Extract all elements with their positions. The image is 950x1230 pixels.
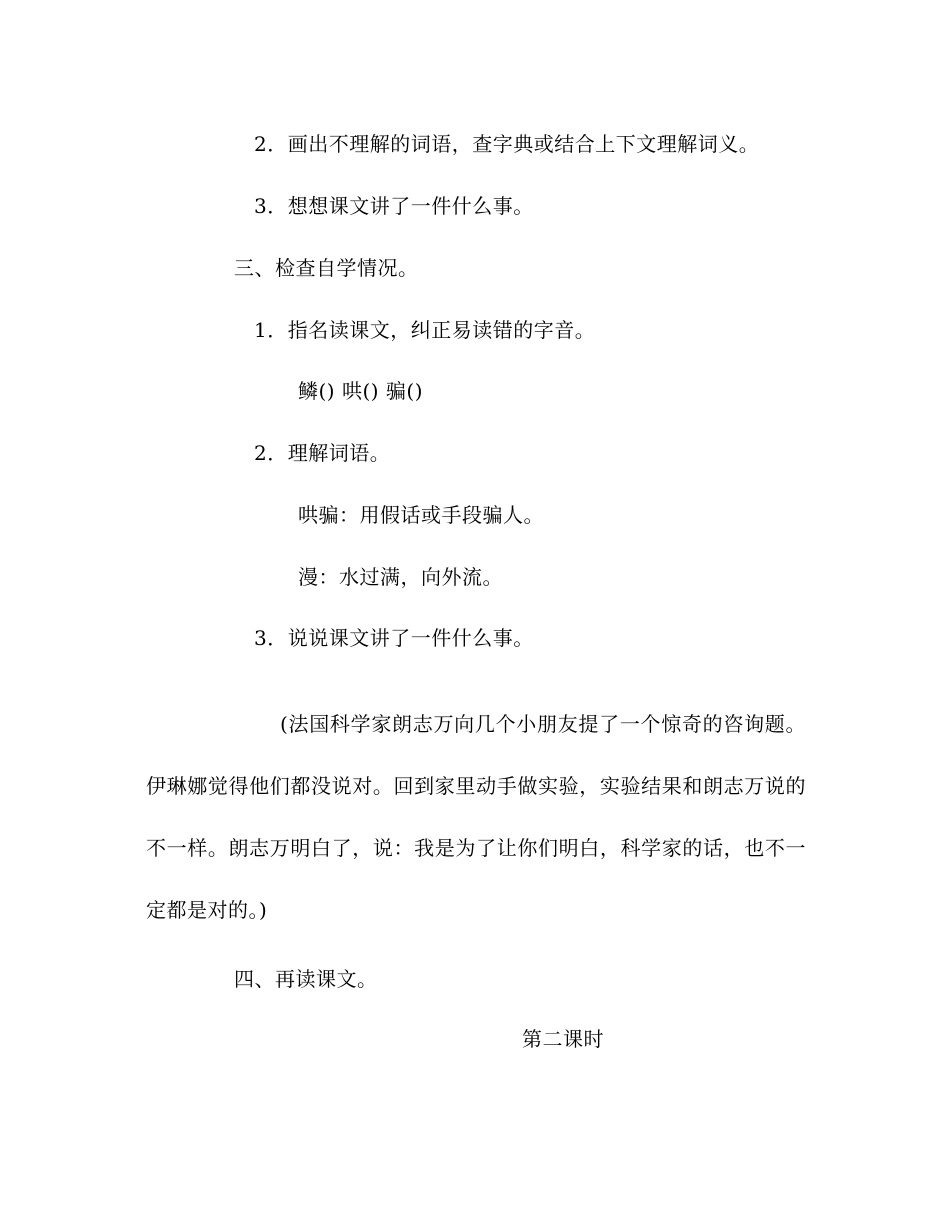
story-summary-paragraph: (法国科学家朗志万向几个小朋友提了一个惊奇的咨询题。伊琳娜觉得他们都没说对。回到家里动手做实验，实验结果和朗志万说的不一样。朗志万明白了，说：我是为了让你们明白，科学家的话，也不一定都是对的。) <box>146 712 806 922</box>
lesson-period-heading: 第二课时 <box>522 1027 604 1051</box>
section-heading-check-self-study: 三、检查自学情况。 <box>234 256 419 280</box>
check-item-2: 2．理解词语。 <box>254 441 391 465</box>
term-definition-2: 漫：水过满，向外流。 <box>298 565 503 589</box>
term-definition-1: 哄骗：用假话或手段骗人。 <box>298 503 544 527</box>
instruction-step-3: 3．想想课文讲了一件什么事。 <box>254 194 534 218</box>
check-item-3: 3．说说课文讲了一件什么事。 <box>254 626 534 650</box>
pronunciation-characters: 鳞() 哄() 骗() <box>298 379 424 403</box>
check-item-1: 1．指名读课文，纠正易读错的字音。 <box>254 318 596 342</box>
instruction-step-2: 2．画出不理解的词语，查字典或结合上下文理解词义。 <box>254 132 760 156</box>
section-heading-reread: 四、再读课文。 <box>234 967 378 991</box>
